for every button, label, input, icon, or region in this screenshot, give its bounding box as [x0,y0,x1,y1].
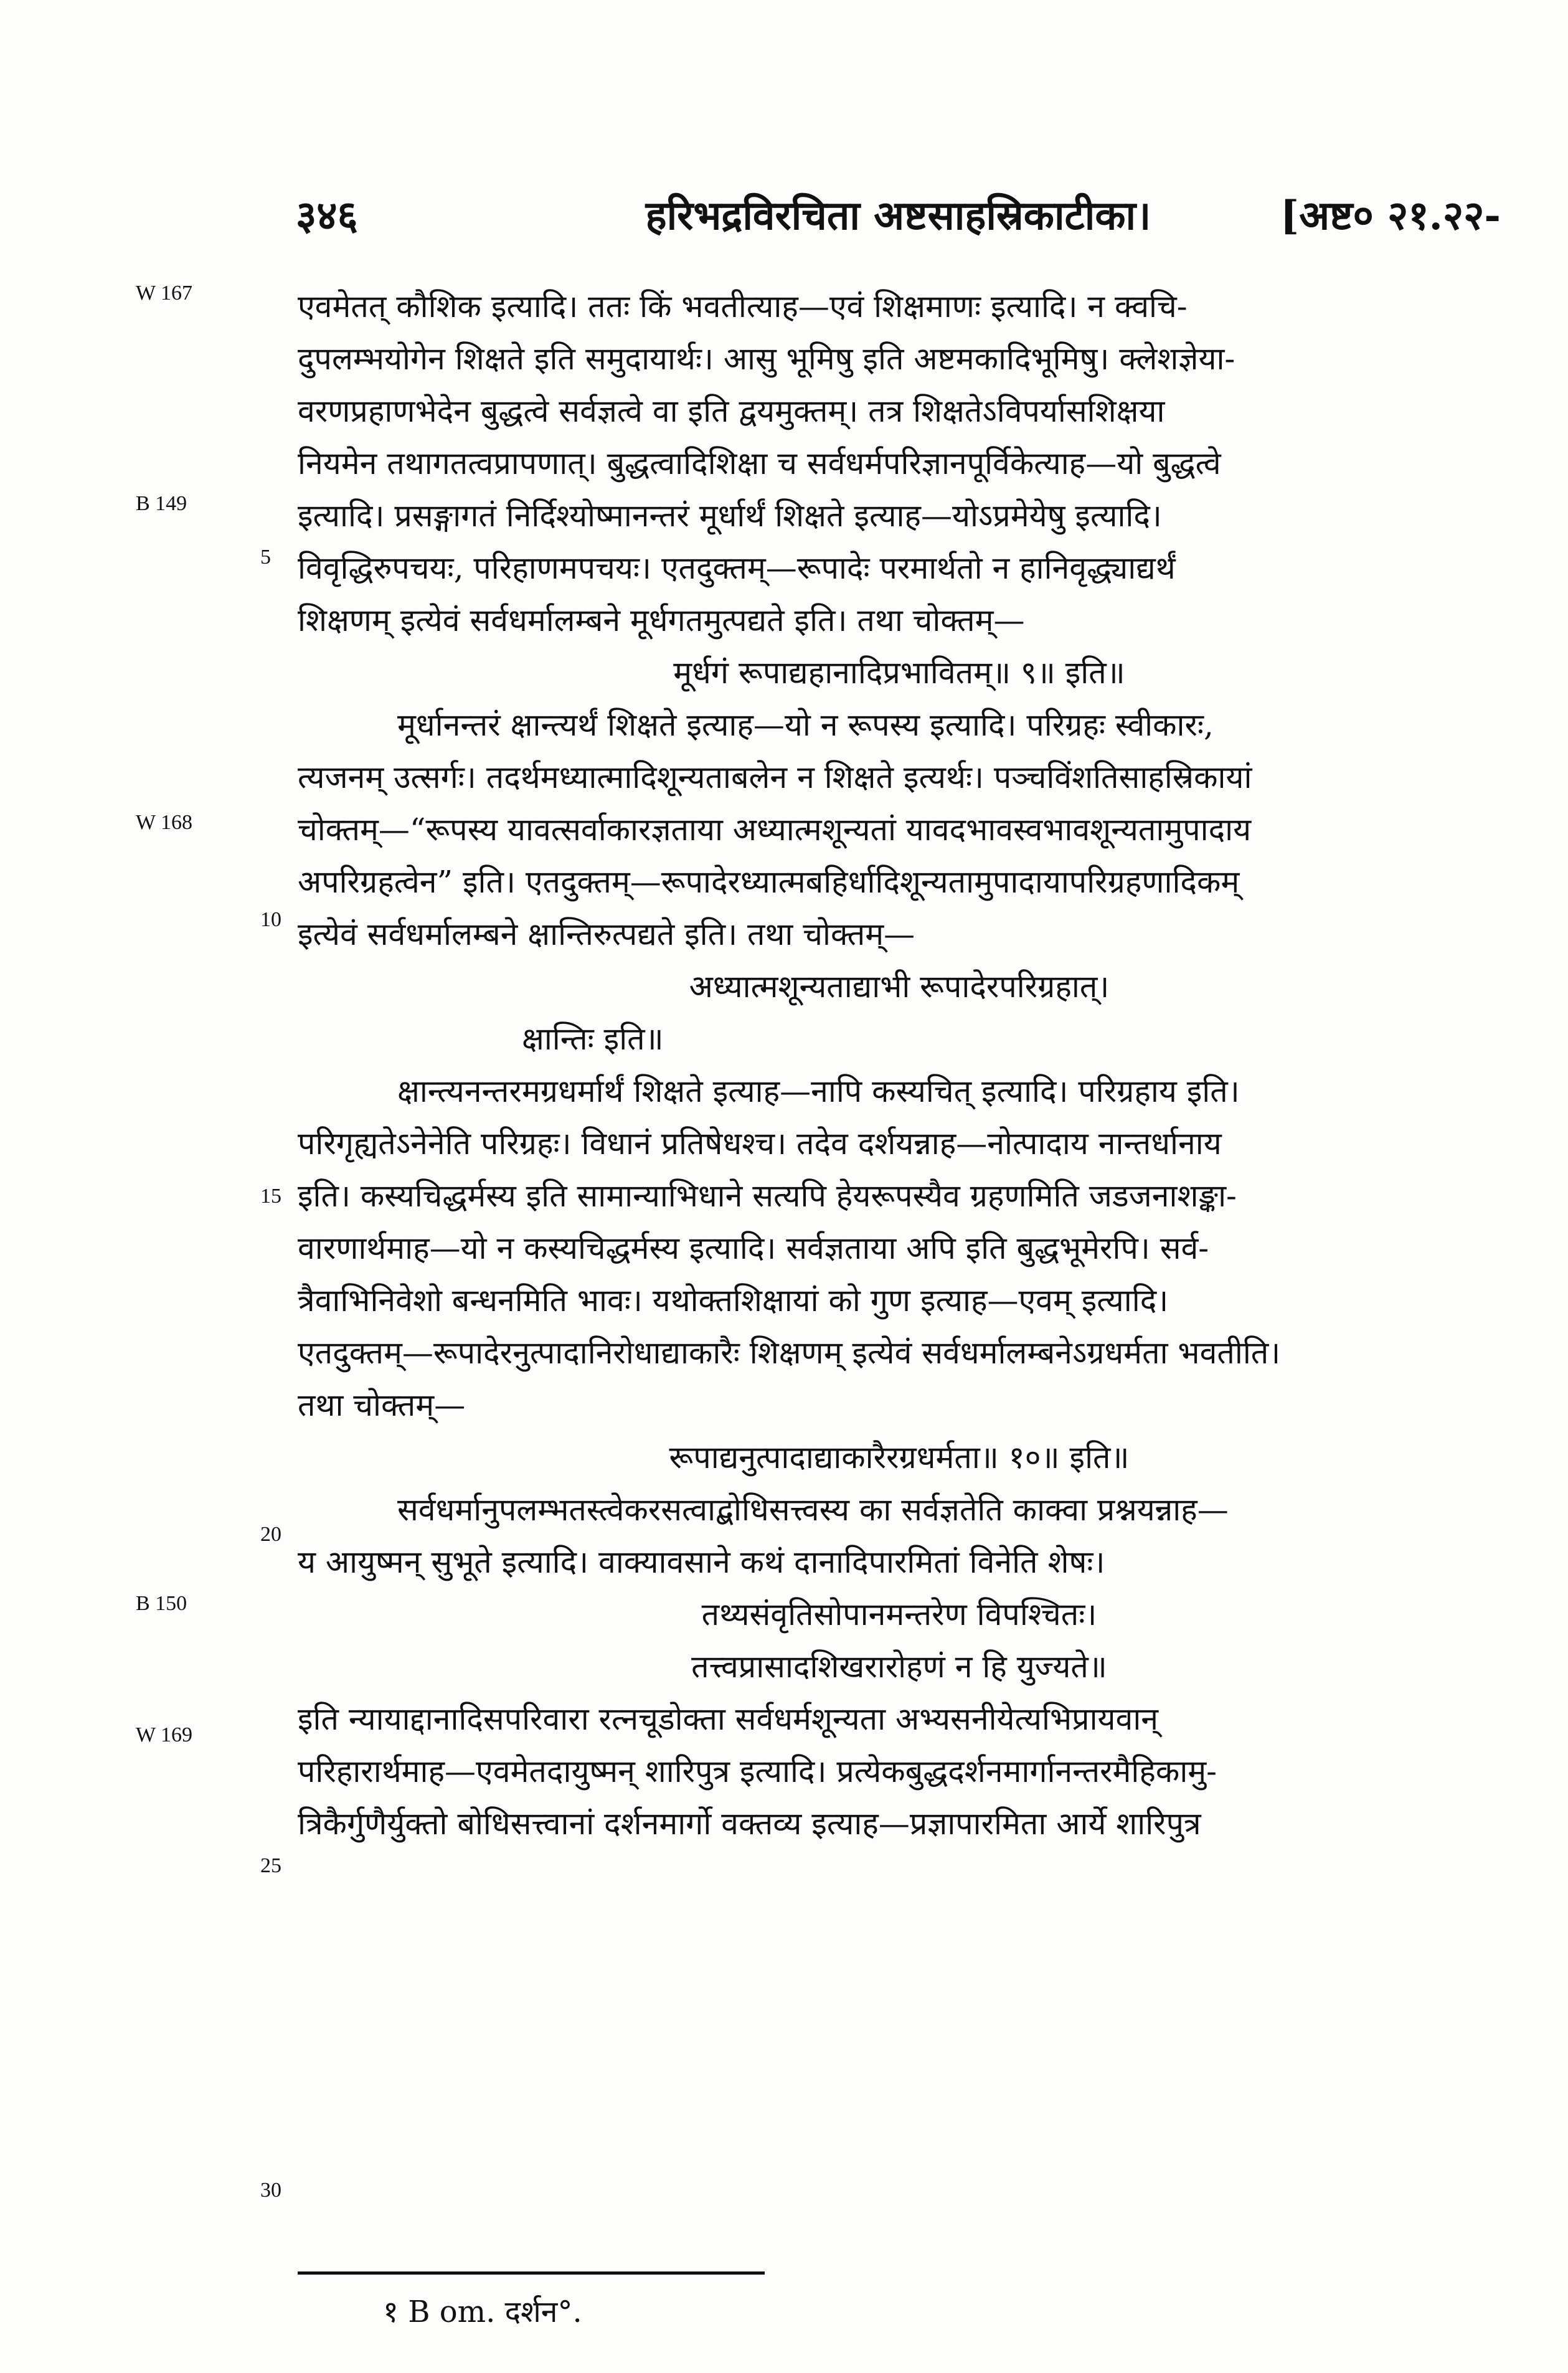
text-line: इति। कस्यचिद्धर्मस्य इति सामान्याभिधाने सत्यपि हेयरूपस्यैव ग्रहणमिति जडजनाशङ्का- [298,1178,1237,1214]
page-number: ३४६ [296,192,358,239]
text-line: वरणप्रहाणभेदेन बुद्धत्वे सर्वज्ञत्वे वा इति द्वयमुक्तम्। तत्र शिक्षतेऽविपर्यासशिक्षया [298,393,1165,429]
text-line: शिक्षणम् इत्येवं सर्वधर्मालम्बने मूर्धगतमुत्पद्यते इति। तथा चोक्तम्— [298,602,1025,638]
margin-ref-w167: W 167 [136,282,192,305]
margin-ref-b149: B 149 [136,492,187,515]
text-line: इत्यादि। प्रसङ्गागतं निर्दिश्योष्मानन्तरं मूर्धार्थं शिक्षते इत्याह—योऽप्रमेयेषु इत्यादि। [298,498,1162,534]
text-line: सर्वधर्मानुपलम्भतस्त्वेकरसत्वाद्बोधिसत्त्वस्य का सर्वज्ञतेति काक्वा प्रश्नयन्नाह— [397,1492,1229,1528]
text-line: अपरिग्रहत्वेन” इति। एतदुक्तम्—रूपादेरध्यात्मबहिर्धादिशून्यतामुपादायापरिग्रहणादिकम् [298,864,1240,900]
footnote-rule [298,2271,765,2275]
text-line: तथा चोक्तम्— [298,1387,466,1423]
text-line: मूर्धानन्तरं क्षान्त्यर्थं शिक्षते इत्याह—यो न रूपस्य इत्यादि। परिग्रहः स्वीकारः, [397,707,1214,743]
line-number-10: 10 [260,908,281,931]
line-number-25: 25 [260,1854,281,1877]
verse-line: रूपाद्यनुत्पादाद्याकारैरग्रधर्मता॥ १०॥ इति॥ [669,1439,1130,1475]
text-line: चोक्तम्—“रूपस्य यावत्सर्वाकारज्ञताया अध्यात्मशून्यतां यावदभावस्वभावशून्यतामुपादाय [298,812,1252,848]
margin-ref-b150: B 150 [136,1592,187,1615]
text-line: नियमेन तथागतत्वप्रापणात्। बुद्धत्वादिशिक्षा च सर्वधर्मपरिज्ञानपूर्विकेत्याह—यो बुद्धत्वे [298,445,1221,481]
text-line: त्यजनम् उत्सर्गः। तदर्थमध्यात्मादिशून्यताबलेन न शिक्षते इत्यर्थः। पञ्चविंशतिसाहस्रिकायां [298,759,1252,795]
verse-line: मूर्धगं रूपाद्यहानादिप्रभावितम्॥ ९॥ इति॥ [673,655,1125,691]
footnote: १ B om. दर्शन°. [383,2295,582,2329]
text-line: एवमेतत् कौशिक इत्यादि। ततः किं भवतीत्याह—एवं शिक्षमाणः इत्यादि। न क्वचि- [298,288,1188,324]
text-line: य आयुष्मन् सुभूते इत्यादि। वाक्यावसाने कथं दानादिपारमितां विनेति शेषः। [298,1544,1105,1580]
margin-ref-w168: W 168 [136,811,192,834]
text-line: क्षान्त्यनन्तरमग्रधर्मार्थं शिक्षते इत्याह—नापि कस्यचित् इत्यादि। परिग्रहाय इति। [397,1073,1240,1109]
text-line: इत्येवं सर्वधर्मालम्बने क्षान्तिरुत्पद्यते इति। तथा चोक्तम्— [298,916,915,952]
verse-line: अध्यात्मशून्यताद्याभी रूपादेरपरिग्रहात्। [689,969,1110,1005]
text-line: त्रैवाभिनिवेशो बन्धनमिति भावः। यथोक्तशिक्षायां को गुण इत्याह—एवम् इत्यादि। [298,1282,1169,1319]
verse-line: तथ्यसंवृतिसोपानमन्तरेण विपश्चितः। [701,1596,1097,1632]
text-line: दुपलम्भयोगेन शिक्षते इति समुदायार्थः। आसु भूमिषु इति अष्टमकादिभूमिषु। क्लेशज्ञेया- [298,341,1235,377]
line-number-20: 20 [260,1523,281,1546]
text-line: इति न्यायाद्दानादिसपरिवारा रत्नचूडोक्ता सर्वधर्मशून्यता अभ्यसनीयेत्यभिप्रायवान् [298,1701,1159,1737]
line-number-5: 5 [260,546,271,569]
text-line: परिहारार्थमाह—एवमेतदायुष्मन् शारिपुत्र इत्यादि। प्रत्येकबुद्धदर्शनमार्गानन्तरमैहिकामु- [298,1753,1217,1789]
verse-line: तत्त्वप्रासादशिखरारोहणं न हि युज्यते॥ [691,1649,1107,1685]
text-line: वारणार्थमाह—यो न कस्यचिद्धर्मस्य इत्यादि। सर्वज्ञताया अपि इति बुद्धभूमेरपि। सर्व- [298,1230,1209,1266]
section-reference: [अष्ट० २१.२२- [1280,192,1501,239]
margin-ref-w169: W 169 [136,1723,192,1746]
text-line: एतदुक्तम्—रूपादेरनुत्पादानिरोधाद्याकारैः शिक्षणम् इत्येवं सर्वधर्मालम्बनेऽग्रधर्मता भवतीति। [298,1335,1281,1371]
text-line: परिगृह्यतेऽनेनेति परिग्रहः। विधानं प्रतिषेधश्च। तदेव दर्शयन्नाह—नोत्पादाय नान्तर्धानाय [298,1125,1222,1162]
verse-line: क्षान्तिः इति॥ [522,1021,664,1057]
text-line: त्रिकैर्गुणैर्युक्तो बोधिसत्त्वानां दर्शनमार्गो वक्तव्य इत्याह—प्रज्ञापारमिता आर्ये शारिपुत्र [298,1806,1201,1842]
running-header [296,187,1501,243]
running-title: हरिभद्रविरचिता अष्टसाहस्रिकाटीका। [645,192,1151,239]
line-number-15: 15 [260,1185,281,1208]
line-number-30: 30 [260,2179,281,2202]
text-line: विवृद्धिरुपचयः, परिहाणमपचयः। एतदुक्तम्—रूपादेः परमार्थतो न हानिवृद्ध्याद्यर्थं [298,550,1176,586]
